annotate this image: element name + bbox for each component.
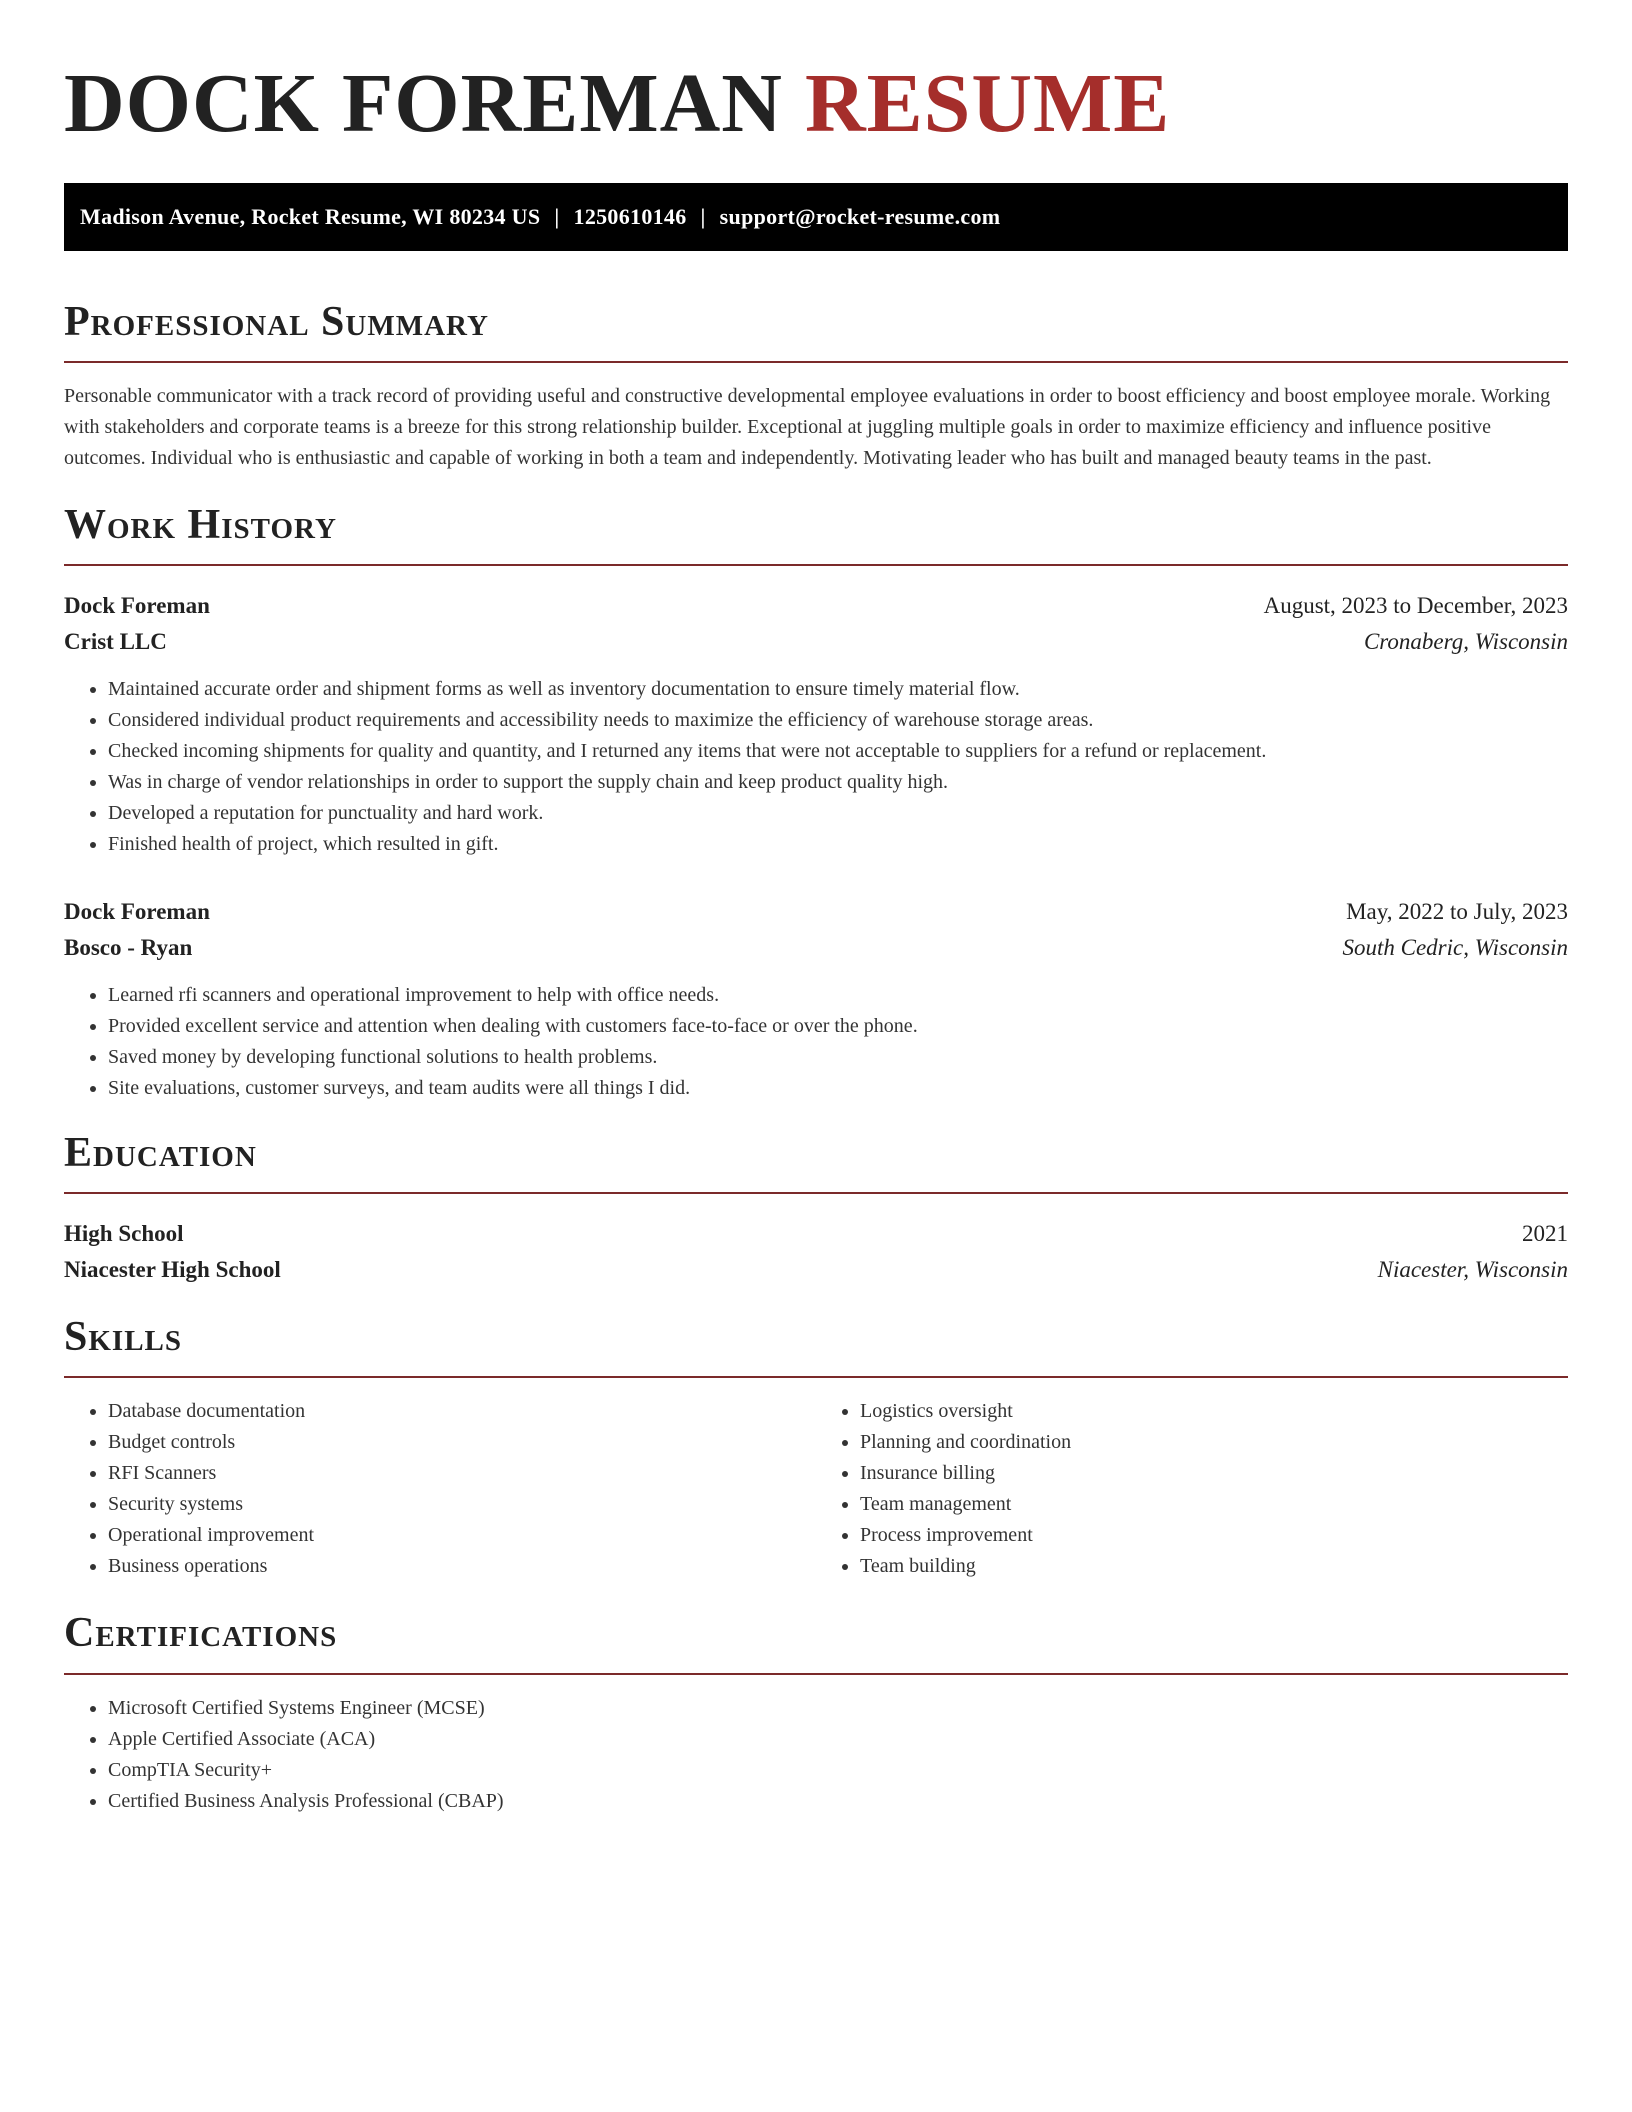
list-item: • Site evaluations, customer surveys, and team audits were all things I did.: [108, 1073, 1568, 1104]
skill-item: • Insurance billing: [860, 1458, 1568, 1489]
list-item: • Finished health of project, which resulted in gift.: [108, 829, 1568, 860]
certification-item: • Apple Certified Associate (ACA): [108, 1724, 1568, 1755]
job-title: Dock Foreman: [64, 592, 210, 618]
section-divider: [64, 1673, 1568, 1675]
list-item: • Saved money by developing functional solutions to health problems.: [108, 1042, 1568, 1073]
list-item: • Checked incoming shipments for quality and quantity, and I returned any items that were not acceptable to suppliers for a refund or replacement.: [108, 736, 1568, 767]
skill-item: • Operational improvement: [108, 1520, 816, 1551]
job-location: South Cedric, Wisconsin: [1342, 934, 1568, 960]
summary-text: Personable communicator with a track record of providing useful and constructive developmental employee evaluations in order to boost efficiency and boost employee morale. Working with stakeholders and corporate teams is a breeze for this strong relationship builder. Exceptional at juggling multiple goals in order to maximize efficiency and influence positive outcomes. Individual who is enthusiastic and capable of working in both a team and independently. Motivating leader who has built and managed beauty teams in the past.: [64, 384, 1551, 469]
list-item: • Considered individual product requirements and accessibility needs to maximize the efficiency of warehouse storage areas.: [108, 705, 1568, 736]
contact-address: Madison Avenue, Rocket Resume, WI 80234 US: [80, 203, 541, 229]
candidate-name: DOCK FOREMAN: [64, 57, 783, 150]
education-location: Niacester, Wisconsin: [1377, 1257, 1568, 1283]
job-entry: [64, 588, 1568, 860]
education-school: Niacester High School: [64, 1257, 281, 1283]
job-dates: May, 2022 to July, 2023: [1346, 898, 1568, 924]
job-location: Cronaberg, Wisconsin: [1363, 628, 1568, 654]
section-divider: [64, 564, 1568, 566]
contact-separator: |: [700, 203, 706, 229]
education-school-row: [64, 1252, 1568, 1288]
skill-item: • Process improvement: [860, 1520, 1568, 1551]
contact-phone[interactable]: 1250610146: [573, 203, 687, 229]
contact-bar: [64, 183, 1568, 251]
skill-item: • Team management: [860, 1489, 1568, 1520]
job-header-row: [64, 894, 1568, 930]
resume-title-accent: RESUME: [804, 57, 1171, 150]
certification-item: • Certified Business Analysis Professional (CBAP): [108, 1786, 1568, 1817]
skills-list-right: [816, 1396, 1568, 1582]
skill-item: • Database documentation: [108, 1396, 816, 1427]
skills-heading: Skills: [64, 1314, 183, 1361]
list-item: • Maintained accurate order and shipment forms as well as inventory documentation to ensure timely material flow.: [108, 674, 1568, 705]
job-dates: August, 2023 to December, 2023: [1263, 592, 1568, 618]
work-history-heading: Work History: [64, 501, 337, 548]
contact-email[interactable]: support@rocket-resume.com: [719, 203, 1001, 229]
summary-heading: Professional Summary: [64, 298, 489, 345]
job-company: Bosco - Ryan: [64, 934, 193, 960]
list-item: • Provided excellent service and attention when dealing with customers face-to-face or over the phone.: [108, 1011, 1568, 1042]
education-year: 2021: [1522, 1221, 1568, 1247]
skills-list-left: [64, 1396, 816, 1582]
section-divider: [64, 1192, 1568, 1194]
education-heading: Education: [64, 1129, 257, 1176]
job-header-row: [64, 588, 1568, 624]
job-duties-list: [64, 980, 1568, 1104]
list-item: • Learned rfi scanners and operational improvement to help with office needs.: [108, 980, 1568, 1011]
job-duties-list: [64, 674, 1568, 860]
job-company-row: [64, 930, 1568, 966]
skill-item: • Budget controls: [108, 1427, 816, 1458]
skill-item: • RFI Scanners: [108, 1458, 816, 1489]
contact-separator: |: [554, 203, 560, 229]
section-divider: [64, 361, 1568, 363]
certifications-heading: Certifications: [64, 1610, 338, 1657]
job-company: Crist LLC: [64, 628, 167, 654]
job-title: Dock Foreman: [64, 898, 210, 924]
section-divider: [64, 1376, 1568, 1378]
list-item: • Developed a reputation for punctuality and hard work.: [108, 798, 1568, 829]
certification-item: • CompTIA Security+: [108, 1755, 1568, 1786]
certifications-list: [64, 1693, 1568, 1817]
list-item: • Was in charge of vendor relationships in order to support the supply chain and keep product quality high.: [108, 767, 1568, 798]
job-company-row: [64, 624, 1568, 660]
education-entry: [64, 1216, 1568, 1288]
education-degree: High School: [64, 1221, 184, 1247]
resume-title: [64, 56, 1568, 153]
skill-item: • Security systems: [108, 1489, 816, 1520]
education-header-row: [64, 1216, 1568, 1252]
skill-item: • Logistics oversight: [860, 1396, 1568, 1427]
certification-item: • Microsoft Certified Systems Engineer (MCSE): [108, 1693, 1568, 1724]
skills-grid: [64, 1396, 1568, 1582]
job-entry: [64, 894, 1568, 1104]
skill-item: • Team building: [860, 1551, 1568, 1582]
skill-item: • Business operations: [108, 1551, 816, 1582]
skill-item: • Planning and coordination: [860, 1427, 1568, 1458]
